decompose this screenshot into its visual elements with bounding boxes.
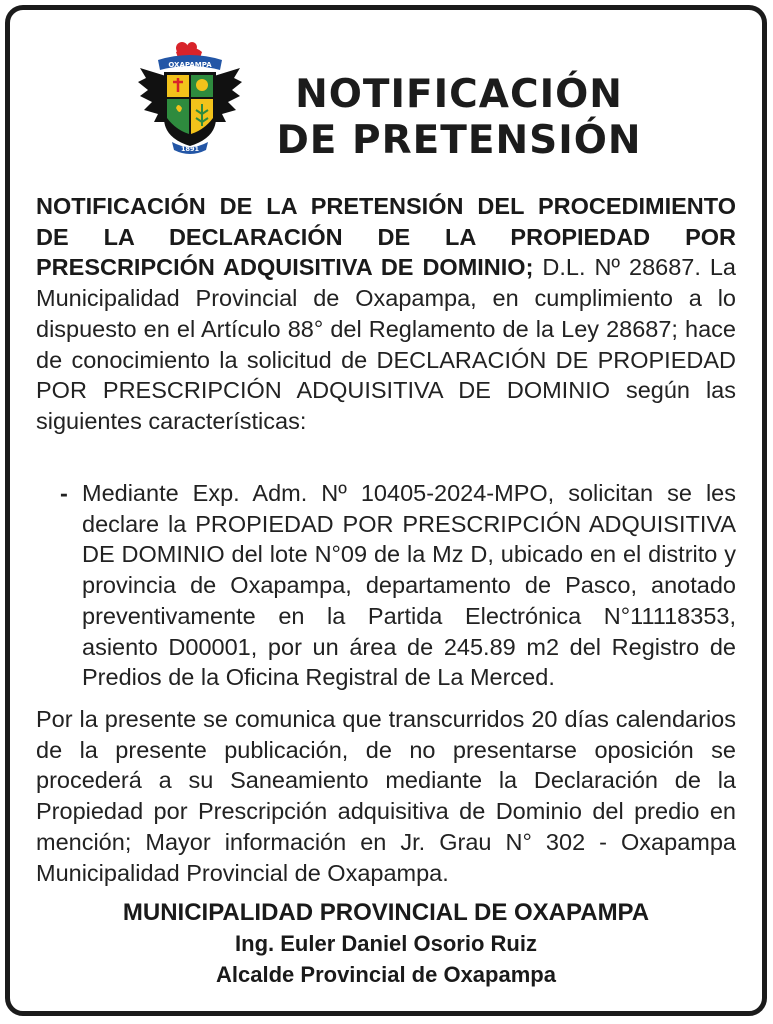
- intro-text: D.L. Nº 28687. La Municipalidad Provincial de Oxapampa, en cumplimiento a lo dispuesto en el Artículo 88° del Reglamento de la Ley 28687; hace de conocimiento la solicitud de DECLARACIÓN DE PROPIEDAD POR PRESCRIPCIÓN ADQUISITIVA DE DOMINIO según las siguientes características:: [36, 254, 736, 434]
- signature-role: Alcalde Provincial de Oxapampa: [216, 962, 556, 987]
- intro-paragraph: [36, 191, 736, 437]
- heading-line-2: DE PRETENSIÓN: [276, 118, 642, 163]
- crest-banner-text: OXAPAMPA: [168, 61, 212, 69]
- signature-name: Ing. Euler Daniel Osorio Ruiz: [235, 931, 537, 956]
- bullet-dash: -: [60, 480, 68, 506]
- bullet-text: Mediante Exp. Adm. Nº 10405-2024-MPO, solicitan se les declare la PROPIEDAD POR PRESCRIPCIÓN ADQUISITIVA DE DOMINIO del lote N°09 de la Mz D, ubicado en el distrito y provincia de Oxapampa, departamento de Pasco, anotado preventivamente en la Partida Electrónica N°11118353, asiento D00001, por un área de 245.89 m2 del Registro de Predios de la Oficina Registral de La Merced.: [82, 480, 736, 691]
- notice-heading: [264, 72, 654, 164]
- heading-line-1: NOTIFICACIÓN: [295, 72, 623, 117]
- signature-institution: MUNICIPALIDAD PROVINCIAL DE OXAPAMPA: [122, 899, 650, 926]
- crest-year-text: 1891: [180, 145, 200, 153]
- closing-paragraph: Por la presente se comunica que transcurridos 20 días calendarios de la presente publicación, de no presentarse oposición se procederá a su Saneamiento mediante la Declaración de la Propiedad por Prescripción adquisitiva de Dominio del predio en mención; Mayor información en Jr. Grau N° 302 - Oxapampa Municipalidad Provincial de Oxapampa.: [36, 706, 736, 886]
- intro-bold-title: NOTIFICACIÓN DE LA PRETENSIÓN DEL PROCEDIMIENTO DE LA DECLARACIÓN DE LA PROPIEDAD POR PRESCRIPCIÓN ADQUISITIVA DE DOMINIO;: [36, 193, 736, 281]
- oxapampa-coat-of-arms-logo: [136, 38, 244, 162]
